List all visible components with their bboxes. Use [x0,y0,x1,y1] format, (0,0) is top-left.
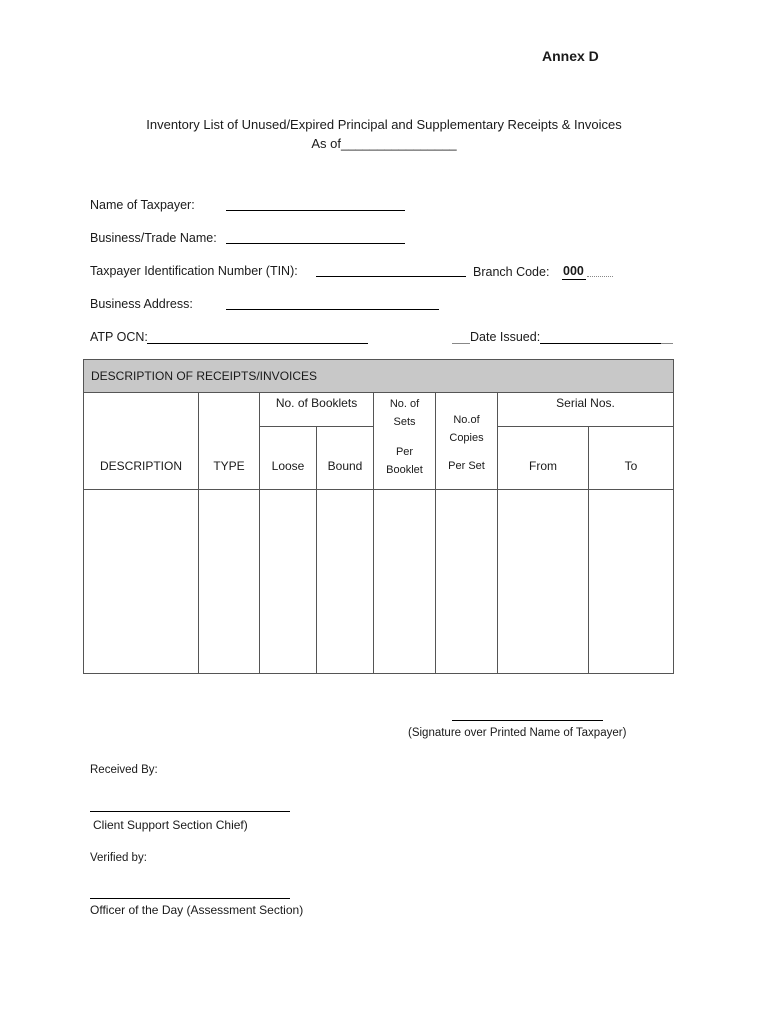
cell-description[interactable] [84,490,199,674]
branch-code-value: 000 [563,264,584,278]
annex-label: Annex D [542,48,599,64]
booklet-header: Booklet [386,464,423,476]
document-title: Inventory List of Unused/Expired Principal and Supplementary Receipts & Invoices [146,117,622,132]
received-by-line[interactable] [90,811,290,812]
taxpayer-signature-line[interactable] [452,720,603,721]
cell-sets[interactable] [374,490,436,674]
cell-type[interactable] [199,490,260,674]
verified-by-line[interactable] [90,898,290,899]
cell-to[interactable] [589,490,674,674]
cell-loose[interactable] [260,490,317,674]
copies-per-set-header [436,393,498,490]
copies-header-line1: No.of [453,414,480,426]
per-header: Per [395,446,414,458]
branch-code-dots [587,276,613,277]
booklets-header: No. of Booklets [260,393,374,427]
col-type-header: TYPE [199,393,260,490]
address-label: Business Address: [90,297,193,311]
branch-code-underline [562,279,586,280]
taxpayer-name-label: Name of Taxpayer: [90,198,195,212]
atp-line[interactable] [147,343,368,344]
date-issued-line[interactable] [540,343,661,344]
officer-caption: Officer of the Day (Assessment Section) [90,903,304,917]
date-issued-tail [661,343,673,344]
table-section-header-row [84,360,674,393]
copies-header-line2: Copies [449,432,484,444]
address-line[interactable] [226,309,439,310]
col-description-header: DESCRIPTION [84,393,199,490]
table-row [84,490,674,674]
col-bound-header: Bound [317,427,374,490]
sets-per-booklet-header [374,393,436,490]
taxpayer-name-line[interactable] [226,210,405,211]
col-from-header: From [498,427,589,490]
table-header-row-1 [84,393,674,427]
cell-bound[interactable] [317,490,374,674]
cell-copies[interactable] [436,490,498,674]
per-set-header: Per Set [448,460,485,472]
atp-label: ATP OCN: [90,330,148,344]
verified-by-label: Verified by: [90,852,147,864]
sets-header-line1: No. of [389,398,420,410]
sets-header-line2: Sets [393,416,416,428]
serial-header: Serial Nos. [498,393,674,427]
col-to-header: To [589,427,674,490]
section-header: DESCRIPTION OF RECEIPTS/INVOICES [84,360,674,393]
taxpayer-signature-caption: (Signature over Printed Name of Taxpayer) [408,727,627,739]
tin-label: Taxpayer Identification Number (TIN): [90,264,298,278]
as-of-line: As of________________ [311,136,457,151]
date-issued-lead [452,343,470,344]
date-issued-label: Date Issued: [470,330,541,344]
client-support-caption: Client Support Section Chief) [93,818,248,832]
branch-code-label: Branch Code: [473,265,550,279]
inventory-table [83,359,674,674]
trade-name-line[interactable] [226,243,405,244]
trade-name-label: Business/Trade Name: [90,231,217,245]
cell-from[interactable] [498,490,589,674]
received-by-label: Received By: [90,764,158,776]
col-loose-header: Loose [260,427,317,490]
tin-line[interactable] [316,276,466,277]
